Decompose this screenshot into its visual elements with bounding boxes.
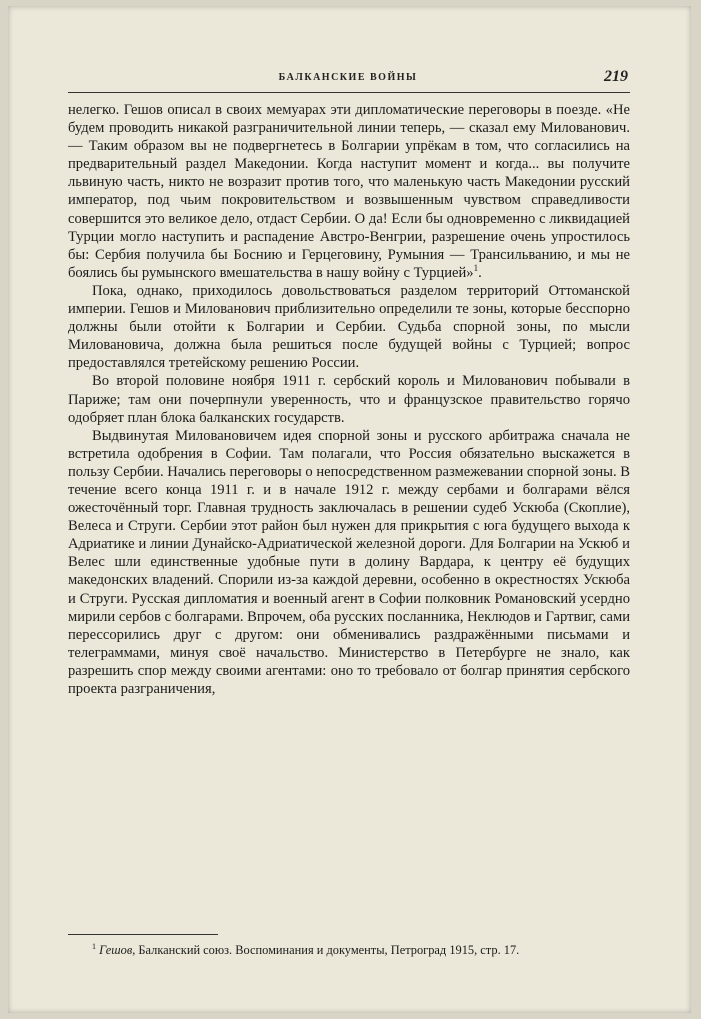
book-page: [8, 6, 691, 1013]
footnote: [68, 942, 630, 958]
running-title: БАЛКАНСКИЕ ВОЙНЫ: [278, 72, 418, 83]
footnote-rule: [68, 934, 218, 935]
paragraph: нелегко. Гешов описал в своих мемуарах эти дипломатические переговоры в поезде. «Не будем проводить никакой разграничительной линии теперь, — сказал ему Милованович. — Таким образом вы не подвергнетесь в Болгарии упрёкам в том, что согласились на предварительный раздел Македонии. Когда наступит момент и когда... вы получите львиную часть, никто не возразит против того, что маленькую часть Македонии русский император, под чьим покровительством и возвышенным чувством справедливости совершится это великое дело, отдаст Сербии. О да! Если бы одновременно с ликвидацией Турции могло наступить и распадение Австро-Венгрии, разрешение очень упростилось бы: Сербия получила бы Боснию и Герцеговину, Румыния — Трансильванию, и мы не боялись бы румынского вмешательства в нашу войну с Турцией»$^1$.: [68, 102, 630, 281]
header-rule: [68, 92, 630, 93]
footnote-author: Гешов,: [99, 943, 136, 957]
footnote-text: Балканский союз. Воспоминания и документы, Петроград 1915, стр. 17.: [135, 943, 520, 957]
paragraph: Пока, однако, приходилось довольствоваться разделом территорий Оттоманской империи. Гешов и Милованович приблизительно определили те зоны, которые бесспорно должны были отойти к Болгарии и Сербии. Судьба спорной зоны, по мысли Миловановича, должна была решиться после будущей войны с Турцией; вопрос предоставлялся третейскому решению России.: [68, 282, 630, 372]
running-head: [68, 68, 628, 88]
footnote-mark: 1: [92, 941, 96, 951]
footnote-ref: 1: [473, 262, 479, 273]
body-text: [68, 101, 630, 698]
paragraph-text: нелегко. Гешов описал в своих мемуарах эти дипломатические переговоры в поезде. «Не будем проводить никакой разграничительной линии теперь, — сказал ему Милованович. — Таким образом вы не подвергнетесь в Болгарии упрёкам в том, что согласились на предварительный раздел Македонии. Когда наступит момент и когда... вы получите львиную часть, никто не возразит против того, что маленькую часть Македонии русский император, под чьим покровительством и возвышенным чувством справедливости совершится это великое дело, отдаст Сербии. О да! Если бы одновременно с ликвидацией Турции могло наступить и распадение Австро-Венгрии, разрешение очень упростилось бы: Сербия получила бы Боснию и Герцеговину, Румыния — Трансильванию, и мы не боялись бы румынского вмешательства в нашу войну с Турцией»: [68, 102, 630, 281]
page-number: 219: [604, 68, 628, 85]
paragraph: Во второй половине ноября 1911 г. сербский король и Милованович побывали в Париже; там они почерпнули уверенность, что и французское правительство горячо одобряет план блока балканских государств.: [68, 373, 630, 426]
paragraph: Выдвинутая Миловановичем идея спорной зоны и русского арбитража сначала не встретила одобрения в Софии. Там полагали, что Россия обязательно выскажется в пользу Сербии. Начались переговоры о непосредственном размежевании спорной зоны. В течение всего конца 1911 г. и в начале 1912 г. между сербами и болгарами вёлся ожесточённый торг. Главная трудность заключалась в решении судеб Ускюба (Скоплие), Велеса и Струги. Сербии этот район был нужен для прикрытия с юга будущего выхода к Адриатике и линии Дунайско-Адриатической железной дороги. Для Болгарии на Ускюб и Велес шли единственные удобные пути в долину Вардара, к центру её будущих македонских владений. Спорили из-за каждой деревни, особенно в окрестностях Ускюба и Струги. Русская дипломатия и военный агент в Софии полковник Романовский усердно мирили сербов с болгарами. Впрочем, оба русских посланника, Неклюдов и Гартвиг, сами перессорились друг с другом: они обменивались раздражёнными письмами и телеграммами, минуя своё начальство. Министерство в Петербурге не знало, как разрешить спор между своими агентами: оно то требовало от болгар принятия сербского проекта разграничения,: [68, 427, 630, 697]
